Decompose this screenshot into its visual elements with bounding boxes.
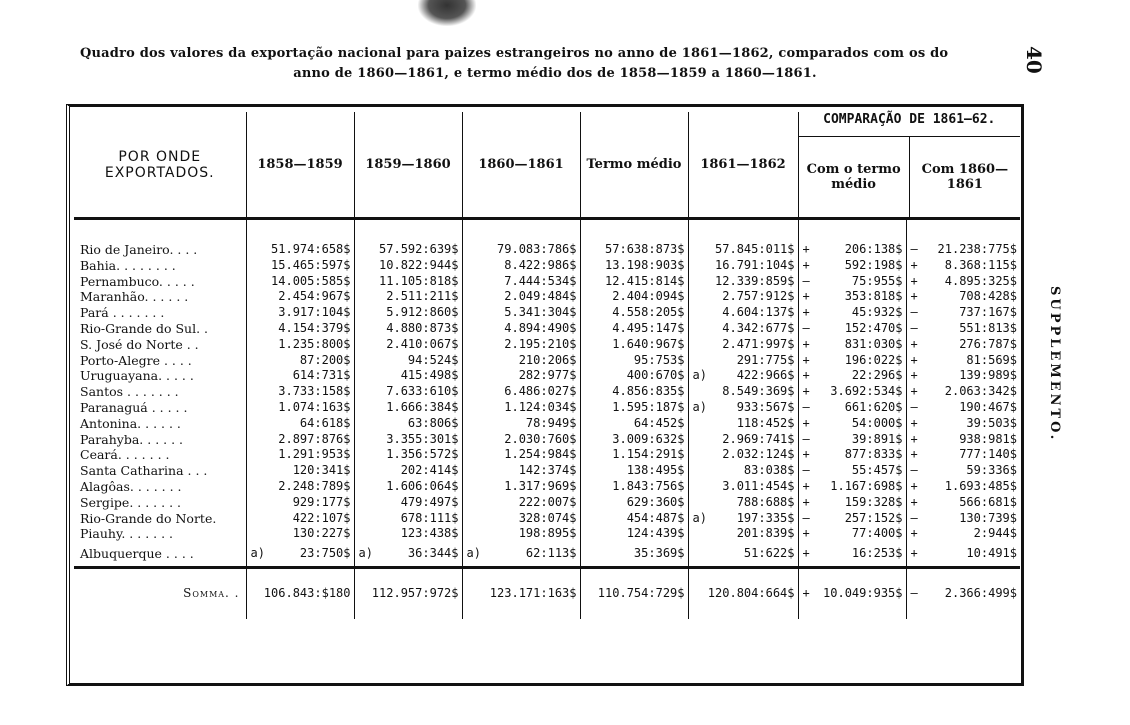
cell-cmp-previous: + 139:989$ (906, 368, 1020, 384)
cell-y1: 120:341$ (246, 463, 354, 479)
cell-cmp-average: — 75:955$ (798, 274, 906, 290)
table-row (74, 242, 1020, 258)
cell-y4: 201:839$ (688, 526, 798, 542)
table-row (74, 479, 1020, 495)
header-1859-1860: 1859—1860 (354, 112, 462, 219)
cell-avg: 629:360$ (580, 495, 688, 511)
row-origin: Rio de Janeiro. . . . (80, 242, 198, 257)
cell-y1: 14.005:585$ (246, 274, 354, 290)
header-cmp-average: Com o termo médio (806, 162, 901, 192)
cell-cmp-previous: + 10:491$ (906, 542, 1020, 568)
cell-avg: 57:638:873$ (580, 242, 688, 258)
row-origin: Paranaguá . . . . . (80, 399, 188, 415)
cell-cmp-previous: + 39:503$ (906, 416, 1020, 432)
cell-avg: 400:670$ (580, 368, 688, 384)
cell-y2: 202:414$ (354, 463, 462, 479)
table-row (74, 305, 1020, 321)
cell-y3: 8.422:986$ (462, 258, 580, 274)
cell-y4: 57.845:011$ (688, 242, 798, 258)
table-row (74, 542, 1020, 568)
cell-y2: 1.356:572$ (354, 447, 462, 463)
export-table (74, 112, 1020, 619)
table-row (74, 463, 1020, 479)
cell-avg: 4.558:205$ (580, 305, 688, 321)
cell-cmp-average: + 877:833$ (798, 447, 906, 463)
row-origin: Antonina. . . . . . (80, 415, 181, 431)
cell-cmp-average: + 54:000$ (798, 416, 906, 432)
cell-avg: 13.198:903$ (580, 258, 688, 274)
cell-y4: a) 197:335$ (688, 511, 798, 527)
cell-y4: 2.032:124$ (688, 447, 798, 463)
cell-avg: 35:369$ (580, 542, 688, 568)
cell-cmp-average: + 206:138$ (798, 242, 906, 258)
cell-cmp-average: — 152:470$ (798, 321, 906, 337)
cell-cmp-previous: + 708:428$ (906, 289, 1020, 305)
cell-cmp-previous: — 59:336$ (906, 463, 1020, 479)
header-comparison-group (798, 112, 1020, 219)
cell-cmp-previous: — 130:739$ (906, 511, 1020, 527)
cell-avg: 3.009:632$ (580, 432, 688, 448)
total-1859-1860: 112.957:972$ (354, 568, 462, 620)
cell-avg: 1.154:291$ (580, 447, 688, 463)
cell-y1: a) 23:750$ (246, 542, 354, 568)
header-cmp-previous: Com 1860—1861 (909, 137, 1020, 217)
cell-y1: 2.248:789$ (246, 479, 354, 495)
cell-cmp-average: + 831:030$ (798, 337, 906, 353)
spacer-row (74, 219, 1020, 243)
cell-cmp-average: + 22:296$ (798, 368, 906, 384)
cell-y3: 6.486:027$ (462, 384, 580, 400)
cell-cmp-previous: + 566:681$ (906, 495, 1020, 511)
cell-cmp-previous: — 190:467$ (906, 400, 1020, 416)
cell-cmp-average: + 196:022$ (798, 353, 906, 369)
cell-cmp-average: + 1.167:698$ (798, 479, 906, 495)
table-row (74, 432, 1020, 448)
cell-y1: 87:200$ (246, 353, 354, 369)
cell-y3: 1.124:034$ (462, 400, 580, 416)
table-row (74, 289, 1020, 305)
table-row (74, 495, 1020, 511)
header-origin: POR ONDE EXPORTADOS. (74, 112, 246, 219)
cell-cmp-previous: + 8.368:115$ (906, 258, 1020, 274)
cell-y1: 614:731$ (246, 368, 354, 384)
header-1858-1859: 1858—1859 (246, 112, 354, 219)
table-row (74, 416, 1020, 432)
row-origin: Ceará. . . . . . . (80, 447, 170, 463)
ink-blot (418, 0, 476, 26)
cell-y3: 210:206$ (462, 353, 580, 369)
cell-cmp-previous: + 2:944$ (906, 526, 1020, 542)
cell-cmp-average: — 55:457$ (798, 463, 906, 479)
cell-avg: 138:495$ (580, 463, 688, 479)
table-row (74, 384, 1020, 400)
total-row (74, 568, 1020, 620)
cell-cmp-previous: + 2.063:342$ (906, 384, 1020, 400)
cell-y4: 16.791:104$ (688, 258, 798, 274)
cell-y4: 83:038$ (688, 463, 798, 479)
total-1860-1861: 123.171:163$ (462, 568, 580, 620)
row-origin: Uruguayana. . . . . (80, 368, 194, 384)
cell-y3: 2.030:760$ (462, 432, 580, 448)
cell-y1: 2.454:967$ (246, 289, 354, 305)
row-origin: Pará . . . . . . . (80, 305, 165, 321)
title-line-1: Quadro dos valores da exportação nacional para paizes estrangeiros no anno de 1861—1862, comparados com os do (80, 46, 949, 61)
cell-y4: 2.969:741$ (688, 432, 798, 448)
cell-y2: 479:497$ (354, 495, 462, 511)
row-origin: Porto-Alegre . . . . (80, 352, 192, 368)
cell-y1: 130:227$ (246, 526, 354, 542)
cell-y1: 1.291:953$ (246, 447, 354, 463)
cell-y1: 2.897:876$ (246, 432, 354, 448)
cell-cmp-previous: — 21.238:775$ (906, 242, 1020, 258)
side-label: SUPPLEMENTO. (1047, 286, 1062, 443)
cell-y3: 222:007$ (462, 495, 580, 511)
cell-y3: 2.195:210$ (462, 337, 580, 353)
cell-avg: 64:452$ (580, 416, 688, 432)
cell-y1: 1.074:163$ (246, 400, 354, 416)
cell-avg: 4.495:147$ (580, 321, 688, 337)
table-row (74, 511, 1020, 527)
table-row (74, 526, 1020, 542)
cell-avg: 1.843:756$ (580, 479, 688, 495)
cell-y2: 7.633:610$ (354, 384, 462, 400)
cell-cmp-average: + 77:400$ (798, 526, 906, 542)
cell-y2: 1.666:384$ (354, 400, 462, 416)
cell-y2: 94:524$ (354, 353, 462, 369)
cell-y2: 63:806$ (354, 416, 462, 432)
cell-y3: 198:895$ (462, 526, 580, 542)
cell-y4: 2.471:997$ (688, 337, 798, 353)
cell-y3: 2.049:484$ (462, 289, 580, 305)
cell-y3: 282:977$ (462, 368, 580, 384)
cell-y2: 57.592:639$ (354, 242, 462, 258)
header-comparison: COMPARAÇÃO DE 1861—62. (799, 112, 1021, 137)
table-row (74, 337, 1020, 353)
cell-y3: 78:949$ (462, 416, 580, 432)
cell-y3: a) 62:113$ (462, 542, 580, 568)
cell-y2: 5.912:860$ (354, 305, 462, 321)
table-row (74, 353, 1020, 369)
cell-cmp-average: + 353:818$ (798, 289, 906, 305)
cell-y2: 415:498$ (354, 368, 462, 384)
cell-cmp-previous: + 4.895:325$ (906, 274, 1020, 290)
cell-y4: 4.604:137$ (688, 305, 798, 321)
total-label: Somma. . (74, 568, 246, 620)
cell-y4: 2.757:912$ (688, 289, 798, 305)
table-row (74, 368, 1020, 384)
cell-y1: 422:107$ (246, 511, 354, 527)
cell-y2: 123:438$ (354, 526, 462, 542)
cell-y3: 79.083:786$ (462, 242, 580, 258)
cell-y2: 2.410:067$ (354, 337, 462, 353)
cell-y2: a) 36:344$ (354, 542, 462, 568)
cell-y3: 328:074$ (462, 511, 580, 527)
cell-y1: 3.917:104$ (246, 305, 354, 321)
header-1861-1862: 1861—1862 (688, 112, 798, 219)
cell-y1: 1.235:800$ (246, 337, 354, 353)
row-origin: Sergipe. . . . . . . (80, 494, 181, 510)
cell-avg: 4.856:835$ (580, 384, 688, 400)
cell-y1: 64:618$ (246, 416, 354, 432)
cell-avg: 2.404:094$ (580, 289, 688, 305)
cell-y4: 118:452$ (688, 416, 798, 432)
row-origin: Piauhy. . . . . . . (80, 526, 174, 542)
row-origin: Maranhão. . . . . . (80, 289, 189, 305)
cell-cmp-average: + 159:328$ (798, 495, 906, 511)
cell-cmp-average: — 661:620$ (798, 400, 906, 416)
cell-avg: 1.640:967$ (580, 337, 688, 353)
total-cmp-average: + 10.049:935$ (798, 568, 906, 620)
row-origin: Santos . . . . . . . (80, 384, 179, 400)
row-origin: Rio-Grande do Norte. (80, 510, 217, 526)
cell-y4: 12.339:859$ (688, 274, 798, 290)
table-row (74, 274, 1020, 290)
cell-y3: 1.317:969$ (462, 479, 580, 495)
row-origin: Albuquerque . . . . (80, 546, 194, 562)
cell-y4: 4.342:677$ (688, 321, 798, 337)
cell-cmp-previous: + 777:140$ (906, 447, 1020, 463)
row-origin: Alagôas. . . . . . . (80, 478, 182, 494)
cell-y2: 678:111$ (354, 511, 462, 527)
cell-y2: 2.511:211$ (354, 289, 462, 305)
cell-avg: 1.595:187$ (580, 400, 688, 416)
cell-avg: 12.415:814$ (580, 274, 688, 290)
cell-cmp-previous: + 276:787$ (906, 337, 1020, 353)
page-number: 40 (1022, 46, 1046, 74)
cell-y1: 15.465:597$ (246, 258, 354, 274)
total-1858-1859: 106.843:$180 (246, 568, 354, 620)
row-origin: Pernambuco. . . . . (80, 273, 195, 289)
header-average: Termo médio (580, 112, 688, 219)
cell-y1: 3.733:158$ (246, 384, 354, 400)
cell-cmp-previous: + 81:569$ (906, 353, 1020, 369)
cell-y3: 142:374$ (462, 463, 580, 479)
cell-y4: 3.011:454$ (688, 479, 798, 495)
cell-avg: 95:753$ (580, 353, 688, 369)
table-row (74, 321, 1020, 337)
cell-y4: a) 422:966$ (688, 368, 798, 384)
table-header (74, 112, 1020, 219)
cell-y1: 4.154:379$ (246, 321, 354, 337)
cell-cmp-average: + 16:253$ (798, 542, 906, 568)
cell-y2: 11.105:818$ (354, 274, 462, 290)
cell-y2: 10.822:944$ (354, 258, 462, 274)
total-1861-1862: 120.804:664$ (688, 568, 798, 620)
document-title (80, 44, 1030, 84)
row-origin: Parahyba. . . . . . (80, 431, 184, 447)
cell-cmp-average: — 257:152$ (798, 511, 906, 527)
cell-y4: 788:688$ (688, 495, 798, 511)
cell-cmp-previous: + 938:981$ (906, 432, 1020, 448)
cell-cmp-previous: + 1.693:485$ (906, 479, 1020, 495)
cell-avg: 124:439$ (580, 526, 688, 542)
cell-y3: 7.444:534$ (462, 274, 580, 290)
cell-y4: 291:775$ (688, 353, 798, 369)
cell-y1: 929:177$ (246, 495, 354, 511)
cell-cmp-previous: — 551:813$ (906, 321, 1020, 337)
cell-y3: 5.341:304$ (462, 305, 580, 321)
table-row (74, 258, 1020, 274)
cell-cmp-average: + 45:932$ (798, 305, 906, 321)
cell-y4: 8.549:369$ (688, 384, 798, 400)
table-row (74, 447, 1020, 463)
title-line-2: anno de 1860—1861, e termo médio dos de 1858—1859 a 1860—1861. (293, 66, 817, 81)
total-cmp-previous: — 2.366:499$ (906, 568, 1020, 620)
cell-y4: a) 933:567$ (688, 400, 798, 416)
cell-avg: 454:487$ (580, 511, 688, 527)
cell-y3: 1.254:984$ (462, 447, 580, 463)
cell-cmp-average: + 3.692:534$ (798, 384, 906, 400)
cell-cmp-average: — 39:891$ (798, 432, 906, 448)
row-origin: Rio-Grande do Sul. . (80, 320, 209, 336)
cell-y1: 51.974:658$ (246, 242, 354, 258)
cell-y2: 1.606:064$ (354, 479, 462, 495)
total-average: 110.754:729$ (580, 568, 688, 620)
cell-y2: 3.355:301$ (354, 432, 462, 448)
cell-y3: 4.894:490$ (462, 321, 580, 337)
cell-y2: 4.880:873$ (354, 321, 462, 337)
cell-cmp-average: + 592:198$ (798, 258, 906, 274)
row-origin: Santa Catharina . . . (80, 463, 208, 479)
row-origin: S. José do Norte . . (80, 336, 199, 352)
cell-y4: 51:622$ (688, 542, 798, 568)
header-1860-1861: 1860—1861 (462, 112, 580, 219)
cell-cmp-previous: — 737:167$ (906, 305, 1020, 321)
table-row (74, 400, 1020, 416)
row-origin: Bahia. . . . . . . . (80, 257, 176, 273)
